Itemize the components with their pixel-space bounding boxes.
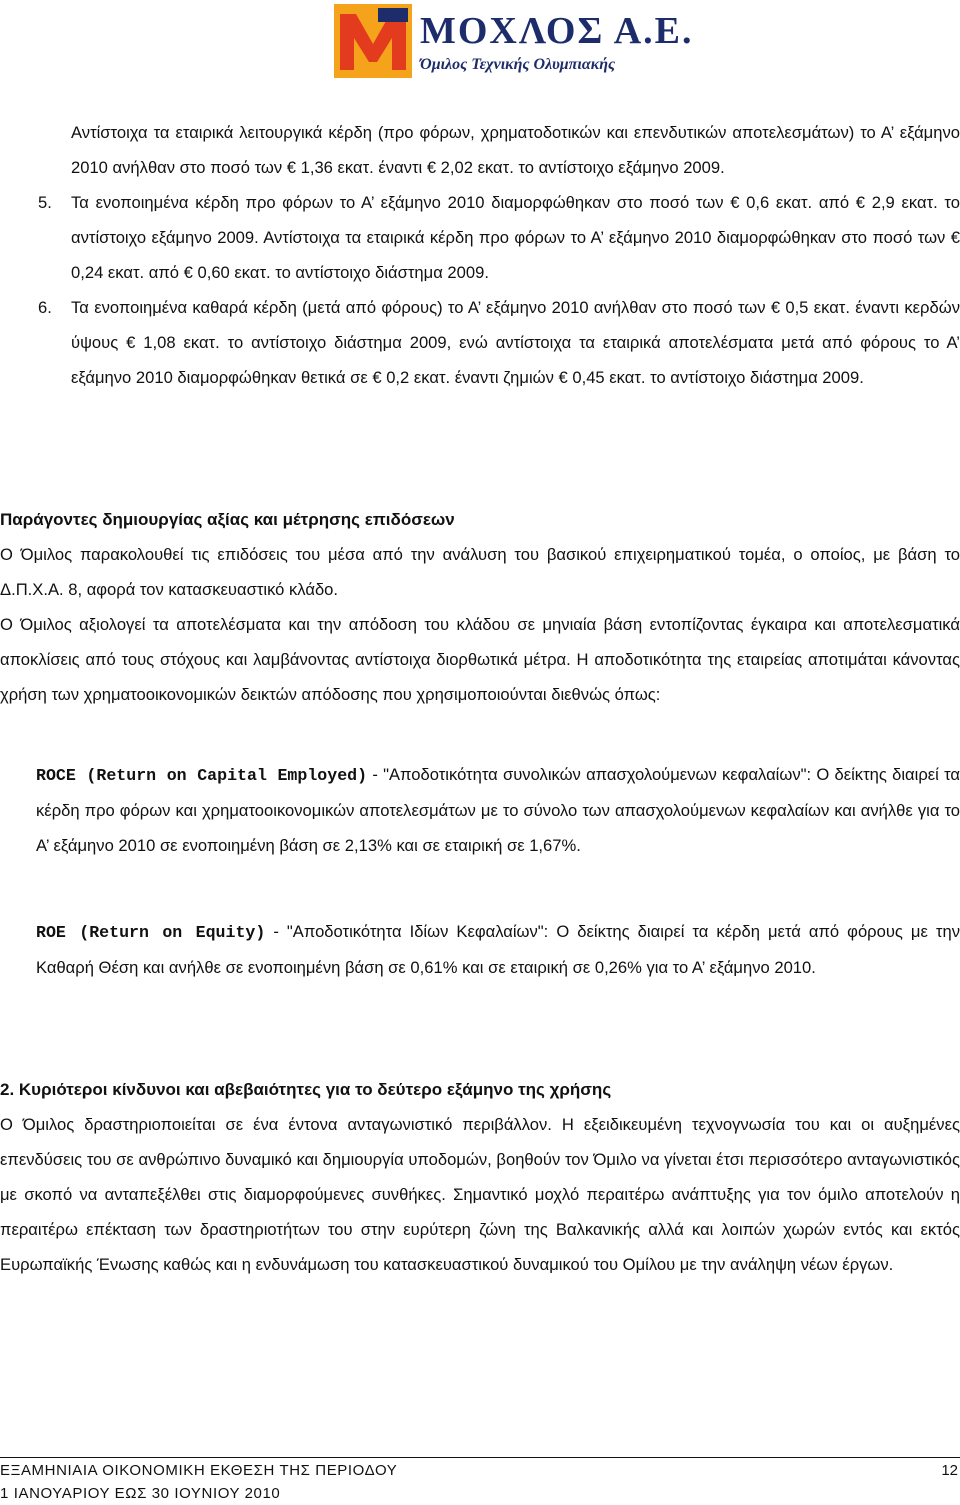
footer-divider (0, 1457, 960, 1458)
footer-report-period: 1 ΙΑΝΟΥΑΡΙΟΥ ΕΩΣ 30 ΙΟΥΝΙΟΥ 2010 (0, 1485, 281, 1502)
metric-term: ROE (Return on Equity) (36, 923, 266, 942)
metric-definition: - "Αποδοτικότητα συνολικών απασχολούμενων κεφαλαίων": Ο δείκτης διαιρεί τα κέρδη προ φόρων και χρηματοοικονομικών αποτελεσμάτων με το σύνολο των απασχολούμενων κεφαλαίων και ανήλθε για το Α’ εξάμηνο 2010 σε ενοποιημένη βάση σε 2,13% και σε εταιρική σε 1,67%. (36, 765, 960, 855)
list-intro-paragraph: Αντίστοιχα τα εταιρικά λειτουργικά κέρδη (προ φόρων, χρηματοδοτικών και επενδυτικών αποτελεσμάτων) το Α’ εξάμηνο 2010 ανήλθαν στο ποσό των € 1,36 εκατ. έναντι € 2,02 εκατ. το αντίστοιχο εξάμηνο 2009. (71, 123, 960, 177)
section-paragraph: Ο Όμιλος αξιολογεί τα αποτελέσματα και την απόδοση του κλάδου σε μηνιαία βάση εντοπίζοντας έγκαιρα και αποτελεσματικά αποκλίσεις από τους στόχους και λαμβάνοντας αντίστοιχα διορθωτικά μέτρα. Η αποδοτικότητα της εταιρείας αποτιμάται κάνοντας χρήση των χρηματοοικονομικών δεικτών απόδοσης που χρησιμοποιούνται διεθνώς όπως: (0, 615, 960, 704)
section-heading: Παράγοντες δημιουργίας αξίας και μέτρησης επιδόσεων (0, 510, 455, 529)
logo-subtitle: Όμιλος Τεχνικής Ολυμπιακής (420, 56, 616, 73)
list-item-number: 5. (38, 193, 52, 212)
footer-report-title: ΕΞΑΜΗΝΙΑΙΑ ΟΙΚΟΝΟΜΙΚΗ ΕΚΘΕΣΗ ΤΗΣ ΠΕΡΙΟΔΟΥ (0, 1462, 398, 1479)
list-item-text: Τα ενοποιημένα καθαρά κέρδη (μετά από φόρους) το Α’ εξάμηνο 2010 ανήλθαν στο ποσό των € 0,5 εκατ. έναντι κερδών ύψους € 1,08 εκατ. το αντίστοιχο διάστημα 2009, ενώ αντίστοιχα τα εταιρικά αποτελέσματα μετά από φόρους το Α’ εξάμηνο 2010 διαμορφώθηκαν θετικά σε € 0,2 εκατ. έναντι ζημιών € 0,45 εκατ. το αντίστοιχο διάστημα 2009. (71, 298, 960, 387)
section-risks (0, 1072, 960, 1282)
logo-mark-icon (334, 4, 412, 78)
list-item-number: 6. (38, 298, 52, 317)
list-item (38, 185, 960, 290)
metric-definition: - "Αποδοτικότητα Ιδίων Κεφαλαίων": Ο δείκτης διαιρεί τα κέρδη μετά από φόρους με την Καθαρή Θέση και ανήλθε σε ενοποιημένη βάση σε 0,61% και σε εταιρική σε 0,26% για το Α’ εξάμηνο 2010. (36, 922, 960, 977)
metric-term: ROCE (Return on Capital Employed) (36, 766, 368, 785)
logo-title: ΜΟΧΛΟΣ Α.Ε. (420, 10, 694, 52)
metric-roce (0, 757, 960, 863)
metric-roe (0, 914, 960, 985)
page-number: 12 (941, 1462, 958, 1479)
section-heading: 2. Κυριότεροι κίνδυνοι και αβεβαιότητες για το δεύτερο εξάμηνο της χρήσης (0, 1080, 612, 1099)
section-paragraph: Ο Όμιλος παρακολουθεί τις επιδόσεις του μέσα από την ανάλυση του βασικού επιχειρηματικού τομέα, ο οποίος, με βάση το Δ.Π.Χ.Α. 8, αφορά τον κατασκευαστικό κλάδο. (0, 545, 960, 599)
section-value-creation (0, 502, 960, 712)
section-paragraph: Ο Όμιλος δραστηριοποιείται σε ένα έντονα ανταγωνιστικό περιβάλλον. Η εξειδικευμένη τεχνογνωσία του και οι αυξημένες επενδύσεις του σε ανθρώπινο δυναμικό και δημιουργία υποδομών, βοηθούν τον Όμιλο να γίνεται έτσι περισσότερο ανταγωνιστικός με σκοπό να ανταπεξέλθει στις διαμορφούμενες συνθήκες. Σημαντικό μοχλό περαιτέρω ανάπτυξης για τον όμιλο αποτελούν η περαιτέρω επέκταση των δραστηριοτήτων του στην ευρύτερη ζώνη της Βαλκανικής αλλά και λοιπών χωρών εντός και εκτός Ευρωπαϊκής Ένωσης καθώς και η ενδυνάμωση του κατασκευαστικού δυναμικού του Ομίλου με την ανάληψη νέων έργων. (0, 1115, 960, 1274)
list-item (38, 290, 960, 395)
company-logo (334, 4, 694, 78)
list-item-text: Τα ενοποιημένα κέρδη προ φόρων το Α’ εξάμηνο 2010 διαμορφώθηκαν στο ποσό των € 0,6 εκατ. από € 2,9 εκατ. το αντίστοιχο εξάμηνο 2009. Αντίστοιχα τα εταιρικά κέρδη προ φόρων το Α’ εξάμηνο 2010 διαμορφώθηκαν στο ποσό των € 0,24 εκατ. από € 0,60 εκατ. το αντίστοιχο διάστημα 2009. (71, 193, 960, 282)
results-list (38, 115, 960, 395)
